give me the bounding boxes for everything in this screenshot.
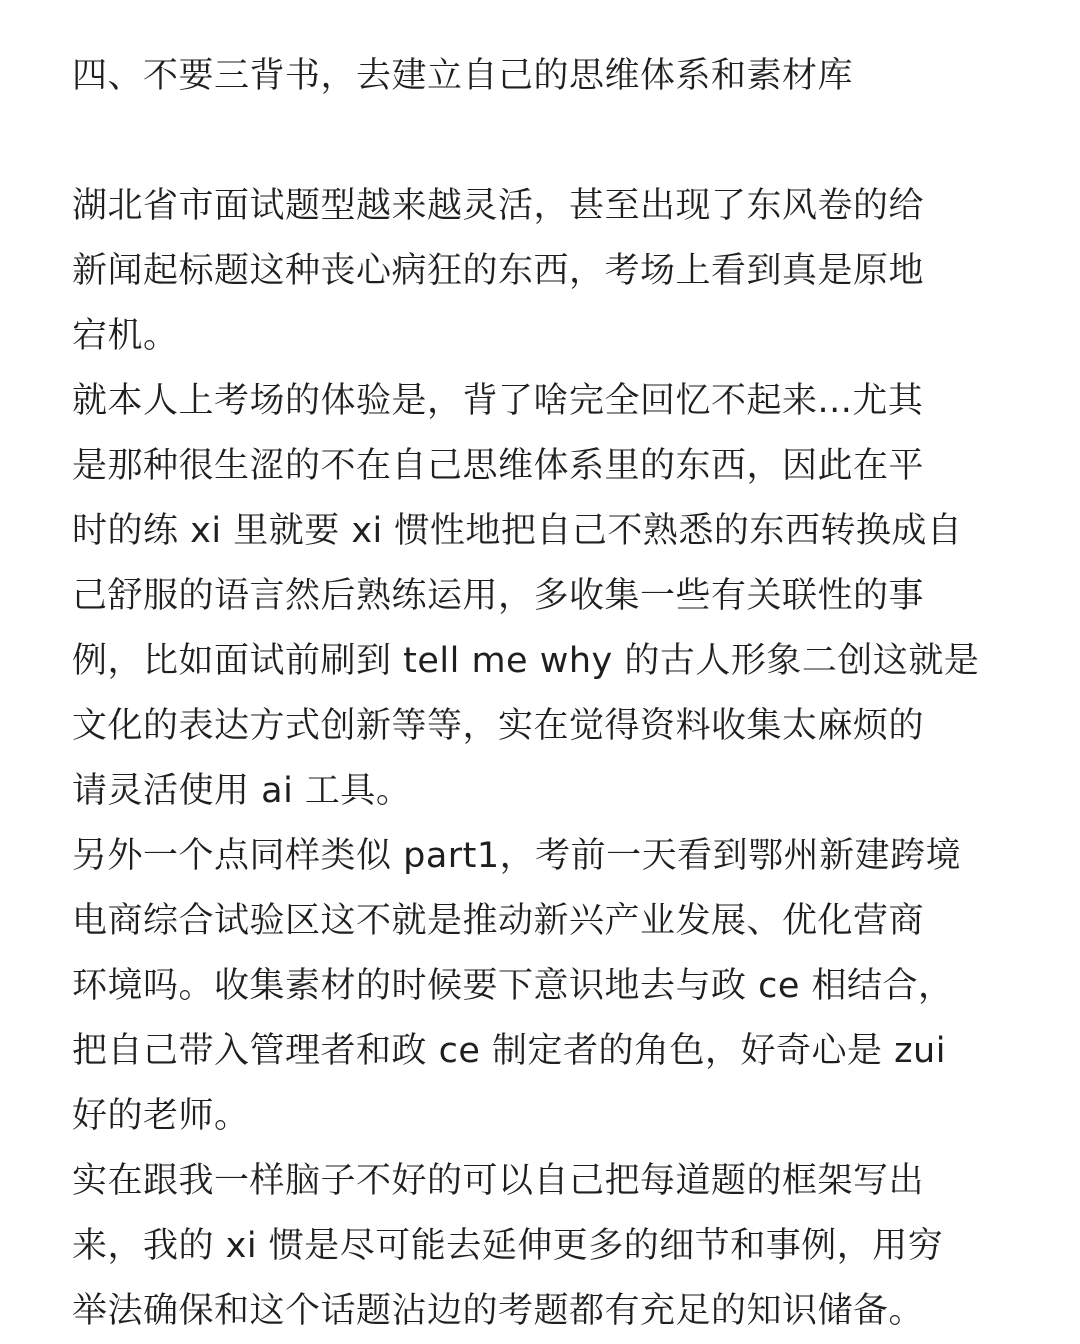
paragraph-line: 环境吗。收集素材的时候要下意识地去与政 ce 相结合， (72, 966, 954, 1006)
paragraph-line: 湖北省市面试题型越来越灵活，甚至出现了东风卷的给 (72, 186, 925, 226)
paragraph-line: 请灵活使用 ai 工具。 (72, 771, 412, 811)
paragraph-line: 好的老师。 (72, 1096, 250, 1136)
paragraph-line: 举法确保和这个话题沾边的考题都有充足的知识储备。 (72, 1291, 925, 1331)
blank-line (72, 109, 1010, 174)
paragraph-1 (72, 174, 1010, 369)
paragraph-line: 文化的表达方式创新等等，实在觉得资料收集太麻烦的 (72, 706, 925, 746)
paragraph-line: 把自己带入管理者和政 ce 制定者的角色，好奇心是 zui (72, 1031, 946, 1071)
section-heading: 四、不要三背书，去建立自己的思维体系和素材库 (72, 56, 854, 96)
paragraph-line: 时的练 xi 里就要 xi 惯性地把自己不熟悉的东西转换成自 (72, 511, 963, 551)
paragraph-line: 宕机。 (72, 316, 179, 356)
paragraph-line: 实在跟我一样脑子不好的可以自己把每道题的框架写出 (72, 1161, 925, 1201)
paragraph-3 (72, 824, 1010, 1149)
paragraph-line: 己舒服的语言然后熟练运用，多收集一些有关联性的事 (72, 576, 925, 616)
paragraph-line: 电商综合试验区这不就是推动新兴产业发展、优化营商 (72, 901, 925, 941)
paragraph-line: 是那种很生涩的不在自己思维体系里的东西，因此在平 (72, 446, 925, 486)
paragraph-2 (72, 369, 1010, 824)
paragraph-line: 例，比如面试前刷到 tell me why 的古人形象二创这就是 (72, 641, 980, 681)
paragraph-line: 另外一个点同样类似 part1，考前一天看到鄂州新建跨境 (72, 836, 962, 876)
paragraph-line: 就本人上考场的体验是，背了啥完全回忆不起来...尤其 (72, 381, 924, 421)
paragraph-line: 新闻起标题这种丧心病狂的东西，考场上看到真是原地 (72, 251, 925, 291)
paragraph-4 (72, 1149, 1010, 1344)
paragraph-line: 来，我的 xi 惯是尽可能去延伸更多的细节和事例，用穷 (72, 1226, 944, 1266)
